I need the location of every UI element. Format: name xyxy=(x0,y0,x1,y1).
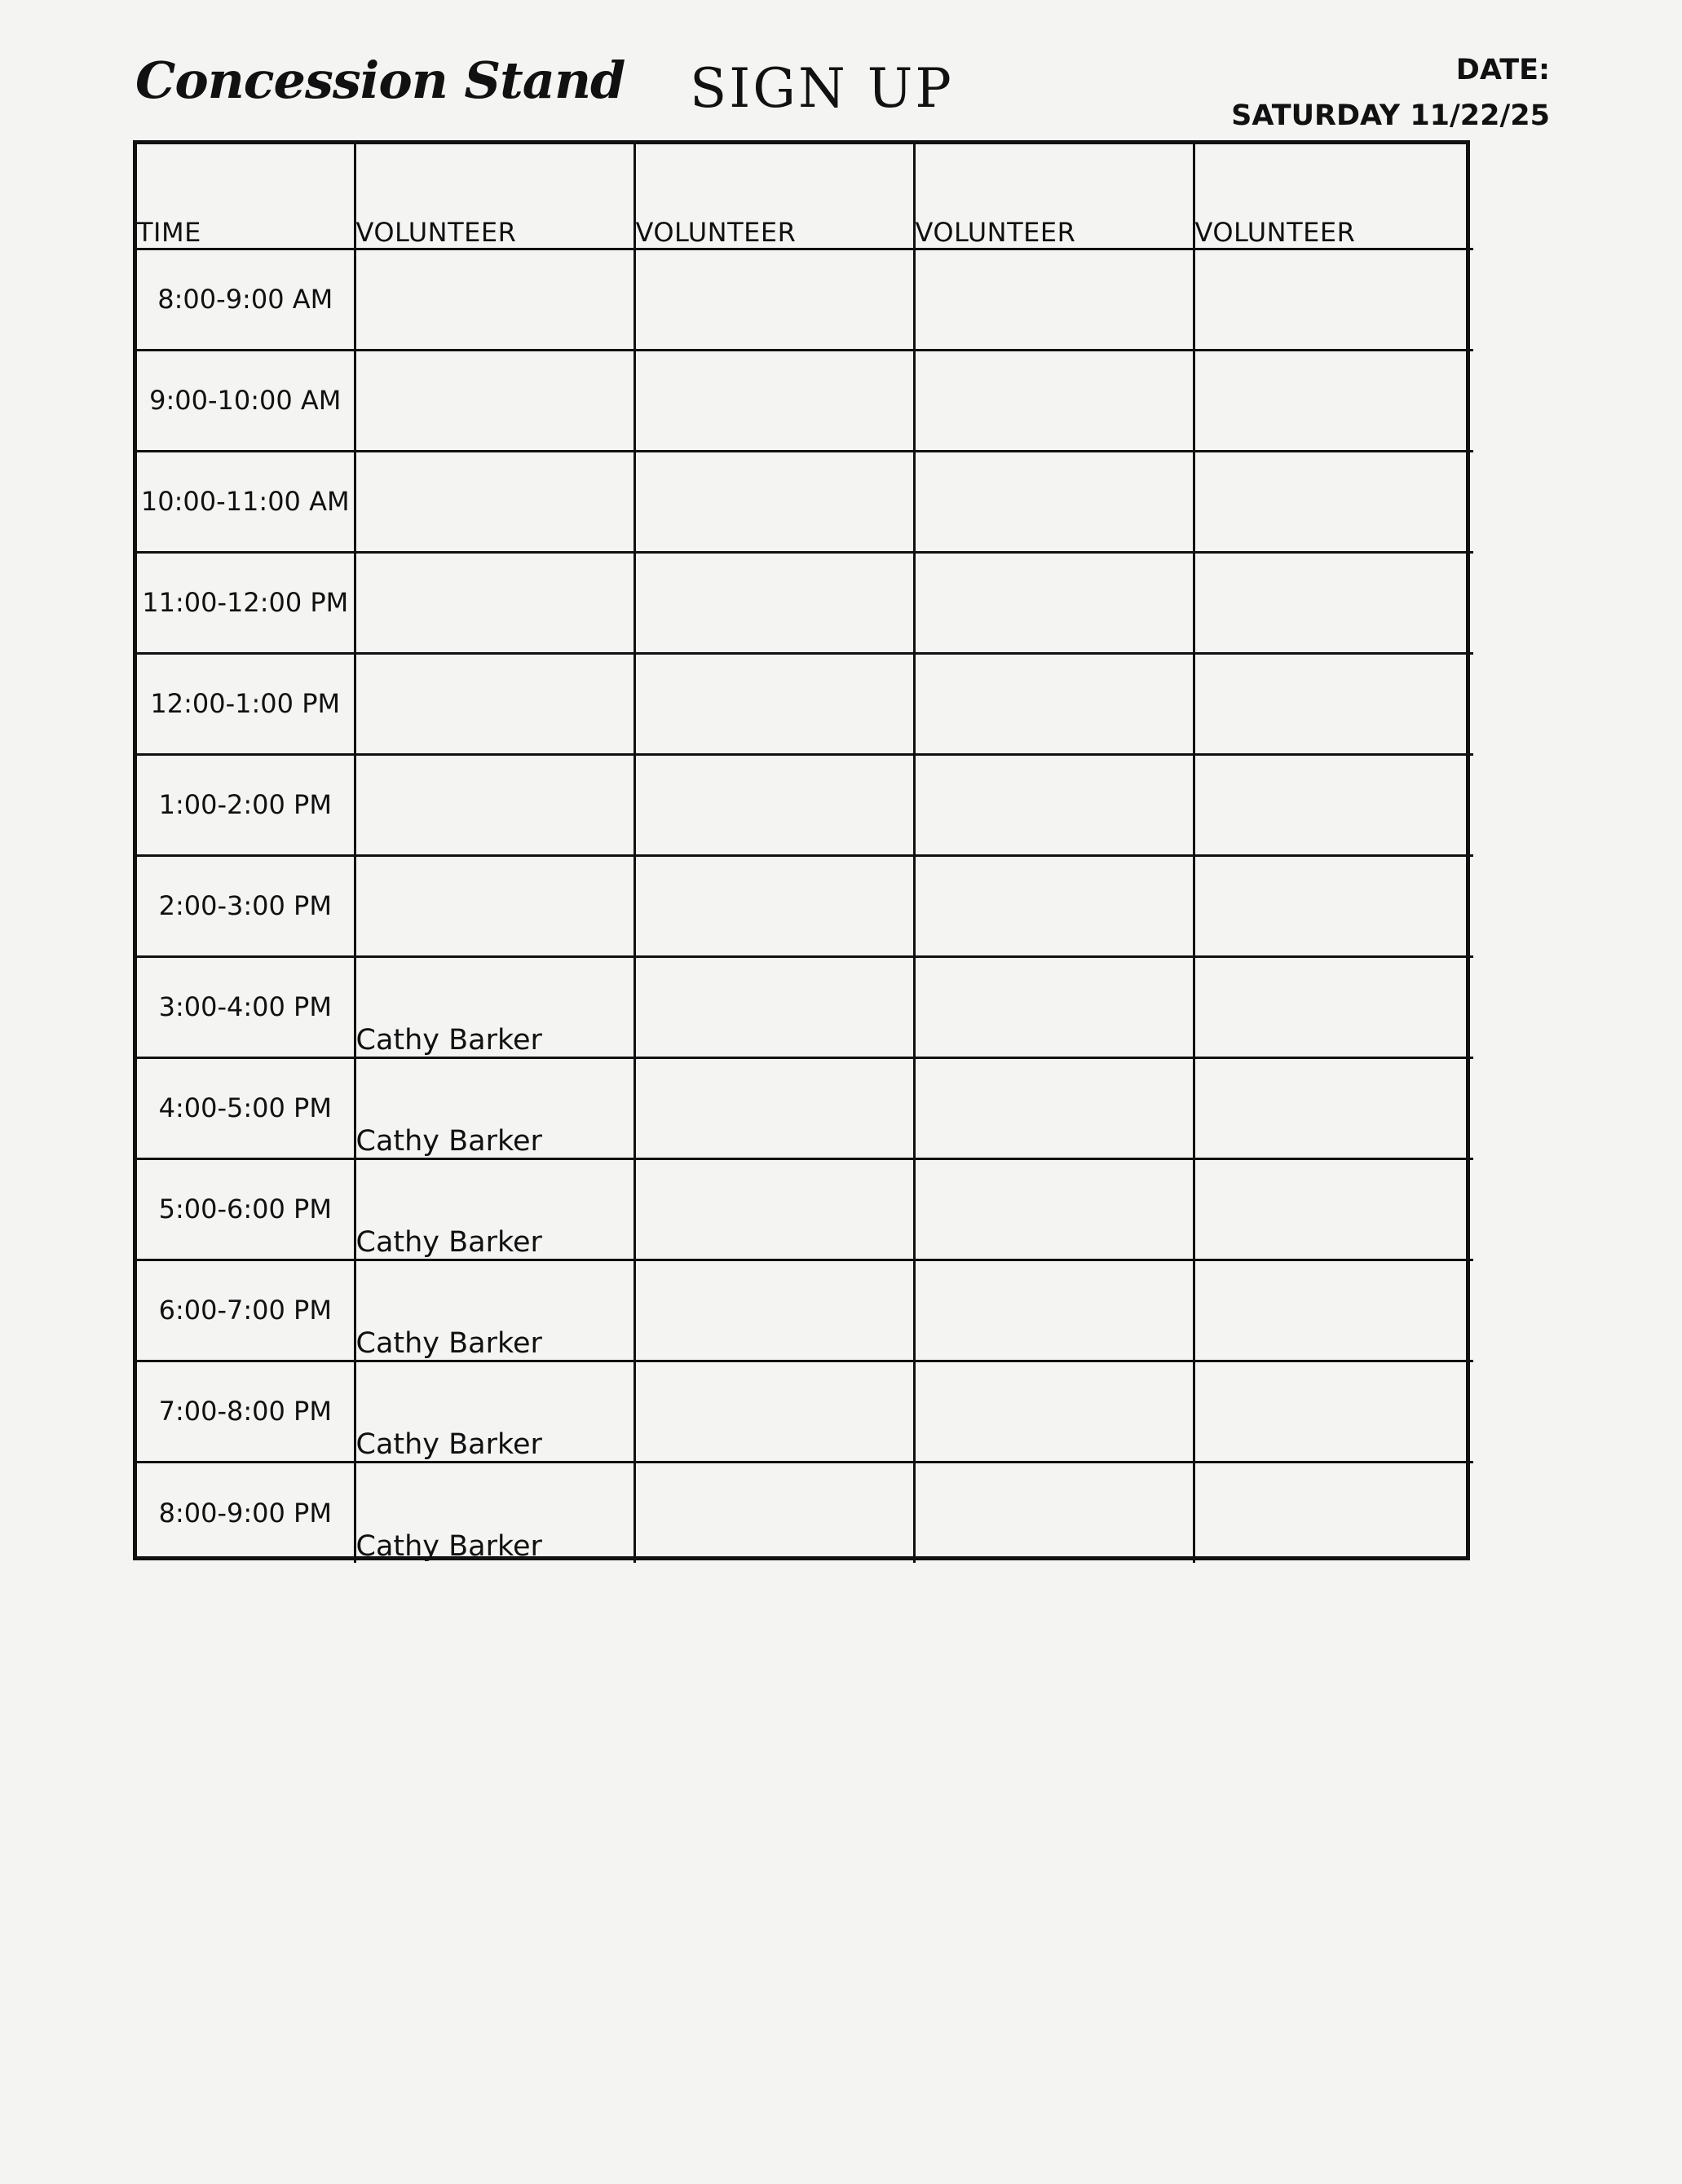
table-row xyxy=(137,451,1473,552)
sign-up-heading: SIGN UP xyxy=(690,57,954,120)
volunteer-cell xyxy=(914,1158,1194,1260)
volunteer-cell xyxy=(1194,956,1473,1057)
time-slot-label: 6:00-7:00 PM xyxy=(137,1260,355,1361)
volunteer-cell: Cathy Barker xyxy=(355,1158,634,1260)
time-slot-label: 9:00-10:00 AM xyxy=(137,350,355,451)
table-row xyxy=(137,653,1473,754)
table-row xyxy=(137,1361,1473,1462)
table-row xyxy=(137,754,1473,855)
time-slot-label: 2:00-3:00 PM xyxy=(137,855,355,956)
volunteer-cell xyxy=(1194,451,1473,552)
volunteer-cell xyxy=(914,855,1194,956)
time-slot-label: 4:00-5:00 PM xyxy=(137,1057,355,1158)
time-slot-label: 8:00-9:00 AM xyxy=(137,249,355,350)
sheet-title: Concession Stand xyxy=(135,51,625,110)
column-header-volunteer: VOLUNTEER xyxy=(355,144,634,249)
volunteer-cell xyxy=(1194,1462,1473,1563)
volunteer-cell xyxy=(355,249,634,350)
volunteer-cell xyxy=(634,1260,914,1361)
date-block xyxy=(1231,47,1550,139)
time-slot-label: 1:00-2:00 PM xyxy=(137,754,355,855)
volunteer-cell xyxy=(914,249,1194,350)
volunteer-cell xyxy=(634,956,914,1057)
time-slot-label: 5:00-6:00 PM xyxy=(137,1158,355,1260)
volunteer-cell xyxy=(1194,1057,1473,1158)
volunteer-cell xyxy=(914,350,1194,451)
volunteer-cell xyxy=(914,451,1194,552)
volunteer-cell xyxy=(914,1361,1194,1462)
volunteer-cell xyxy=(914,1462,1194,1563)
volunteer-cell xyxy=(1194,350,1473,451)
volunteer-cell xyxy=(914,754,1194,855)
table-row xyxy=(137,1462,1473,1563)
volunteer-cell xyxy=(634,1361,914,1462)
volunteer-cell xyxy=(634,855,914,956)
table-row xyxy=(137,1158,1473,1260)
signup-table xyxy=(137,144,1473,1563)
volunteer-cell xyxy=(1194,1158,1473,1260)
volunteer-cell xyxy=(355,855,634,956)
volunteer-cell xyxy=(914,1057,1194,1158)
date-value: SATURDAY 11/22/25 xyxy=(1231,99,1550,132)
volunteer-cell xyxy=(634,350,914,451)
table-row xyxy=(137,249,1473,350)
volunteer-cell: Cathy Barker xyxy=(355,1260,634,1361)
volunteer-cell xyxy=(914,1260,1194,1361)
time-slot-label: 11:00-12:00 PM xyxy=(137,552,355,653)
column-header-volunteer: VOLUNTEER xyxy=(914,144,1194,249)
time-slot-label: 10:00-11:00 AM xyxy=(137,451,355,552)
table-row xyxy=(137,1260,1473,1361)
volunteer-cell xyxy=(1194,855,1473,956)
volunteer-cell xyxy=(634,249,914,350)
time-slots xyxy=(137,249,1473,1563)
volunteer-cell: Cathy Barker xyxy=(355,956,634,1057)
volunteer-cell xyxy=(634,451,914,552)
column-header-volunteer: VOLUNTEER xyxy=(1194,144,1473,249)
time-slot-label: 7:00-8:00 PM xyxy=(137,1361,355,1462)
table-header-row xyxy=(137,144,1473,249)
volunteer-cell xyxy=(1194,754,1473,855)
signup-table-frame xyxy=(133,140,1470,1563)
volunteer-cell xyxy=(914,653,1194,754)
volunteer-cell xyxy=(1194,249,1473,350)
volunteer-cell: Cathy Barker xyxy=(355,1462,634,1563)
table-row xyxy=(137,552,1473,653)
table-row xyxy=(137,350,1473,451)
time-slot-label: 3:00-4:00 PM xyxy=(137,956,355,1057)
volunteer-cell xyxy=(355,451,634,552)
volunteer-cell xyxy=(634,1158,914,1260)
volunteer-cell xyxy=(634,1057,914,1158)
volunteer-cell xyxy=(634,552,914,653)
column-header-time: TIME xyxy=(137,144,355,249)
volunteer-cell xyxy=(1194,653,1473,754)
volunteer-cell xyxy=(914,552,1194,653)
volunteer-cell xyxy=(355,754,634,855)
volunteer-cell xyxy=(1194,1361,1473,1462)
volunteer-cell xyxy=(355,653,634,754)
table-row xyxy=(137,1057,1473,1158)
volunteer-cell xyxy=(634,653,914,754)
volunteer-cell: Cathy Barker xyxy=(355,1057,634,1158)
volunteer-cell xyxy=(355,552,634,653)
volunteer-cell xyxy=(634,1462,914,1563)
time-slot-label: 8:00-9:00 PM xyxy=(137,1462,355,1563)
volunteer-cell xyxy=(634,754,914,855)
volunteer-cell xyxy=(1194,552,1473,653)
time-slot-label: 12:00-1:00 PM xyxy=(137,653,355,754)
volunteer-cell xyxy=(914,956,1194,1057)
volunteer-cell: Cathy Barker xyxy=(355,1361,634,1462)
column-header-volunteer: VOLUNTEER xyxy=(634,144,914,249)
table-row xyxy=(137,855,1473,956)
date-label: DATE: xyxy=(1455,54,1550,86)
table-row xyxy=(137,956,1473,1057)
volunteer-cell xyxy=(1194,1260,1473,1361)
volunteer-cell xyxy=(355,350,634,451)
